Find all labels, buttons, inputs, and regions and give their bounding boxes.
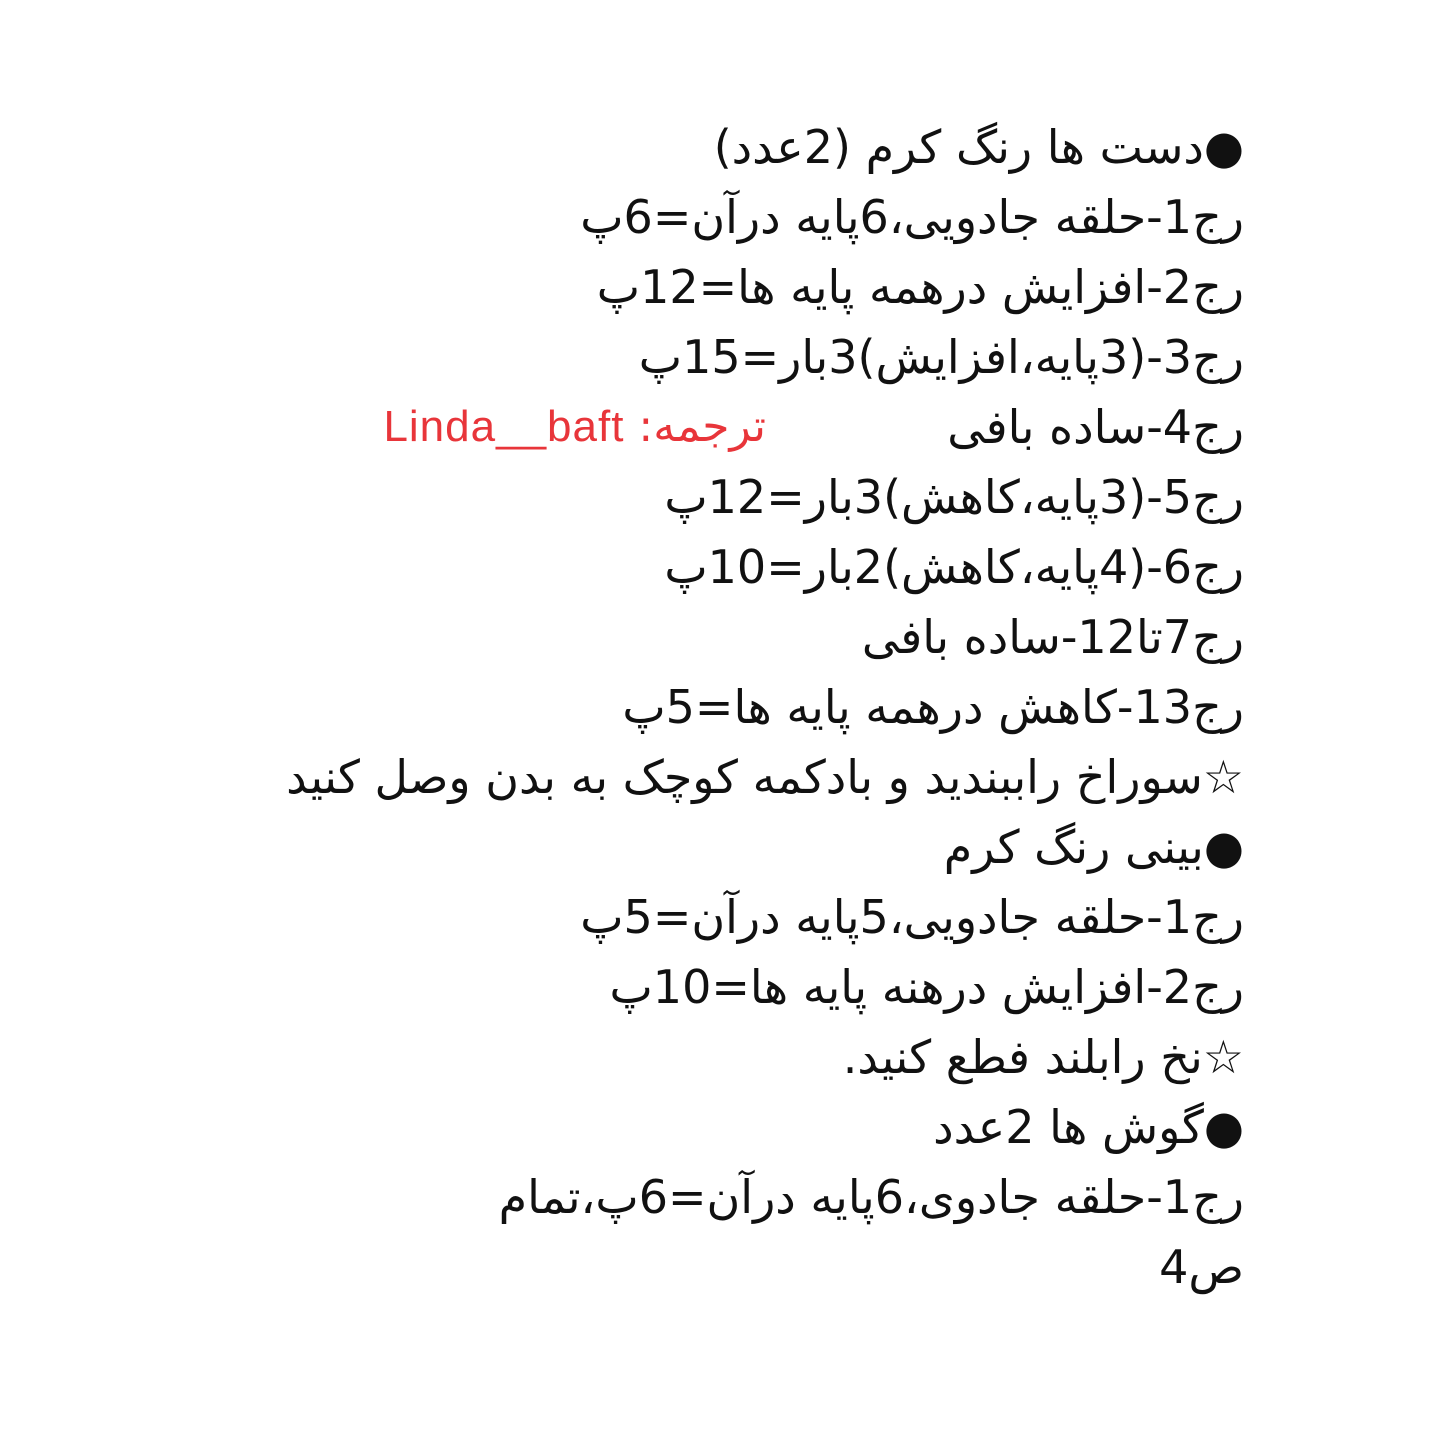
instruction-line: رج2-افزایش درهنه پایه ها=10پ [609, 960, 1244, 1014]
instruction-line: رج3-(3پایه،افزایش)3بار=15پ [638, 330, 1244, 384]
page-number: ص4 [1159, 1240, 1244, 1294]
pattern-text [104, 112, 1244, 1302]
instruction-line: رج5-(3پایه،کاهش)3بار=12پ [664, 470, 1244, 524]
instruction-line: رج1-حلقه جادویی،6پایه درآن=6پ [580, 190, 1244, 244]
instruction-line: رج1-حلقه جادویی،5پایه درآن=5پ [580, 890, 1244, 944]
section-heading-ears: ●گوش ها 2عدد [933, 1100, 1244, 1154]
note-line: ☆نخ رابلند فطع کنید. [842, 1030, 1244, 1084]
instruction-line: رج6-(4پایه،کاهش)2بار=10پ [664, 540, 1244, 594]
credit-label: ترجمه: [624, 401, 766, 452]
instruction-line-with-credit [104, 392, 1244, 462]
instruction-line: رج13-کاهش درهمه پایه ها=5پ [622, 680, 1244, 734]
section-heading-nose: ●بینی رنگ کرم [943, 820, 1244, 874]
instruction-line: رج7تا12-ساده بافی [861, 610, 1244, 664]
note-line: ☆سوراخ راببندید و بادکمه کوچک به بدن وصل کنید [286, 750, 1244, 804]
instruction-line: رج1-حلقه جادوی،6پایه درآن=6پ،تمام [498, 1170, 1244, 1224]
translator-credit [383, 392, 766, 462]
instruction-text: رج4-ساده بافی [947, 400, 1244, 454]
instruction-line: رج2-افزایش درهمه پایه ها=12پ [596, 260, 1244, 314]
credit-handle: Linda__baft [383, 402, 625, 451]
section-heading-arms: ●دست ها رنگ کرم (2عدد) [713, 120, 1244, 174]
